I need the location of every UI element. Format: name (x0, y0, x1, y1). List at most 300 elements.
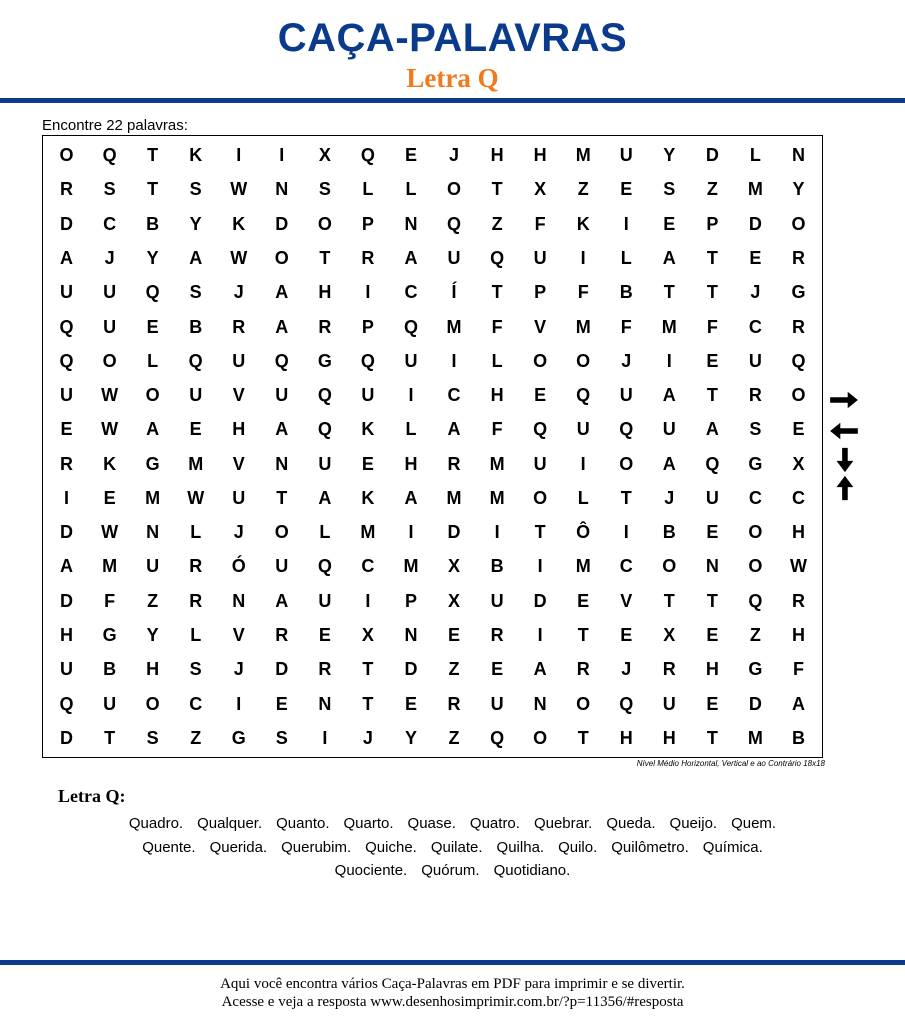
grid-cell[interactable]: M (489, 487, 505, 508)
grid-cell[interactable]: Y (792, 179, 805, 200)
grid-cell[interactable]: A (60, 247, 74, 268)
grid-cell[interactable]: J (750, 282, 761, 303)
grid-cell[interactable]: A (189, 247, 203, 268)
grid-cell[interactable]: L (491, 350, 503, 371)
grid-cell[interactable]: E (577, 590, 590, 611)
grid-cell[interactable]: R (791, 590, 805, 611)
grid-cell[interactable]: N (318, 693, 332, 714)
grid-cell[interactable]: U (576, 419, 590, 440)
grid-cell[interactable]: Q (360, 145, 375, 166)
grid-cell[interactable]: Z (448, 659, 460, 680)
grid-cell[interactable]: R (189, 556, 203, 577)
grid-cell[interactable]: O (576, 693, 591, 714)
grid-cell[interactable]: W (187, 487, 205, 508)
grid-cell[interactable]: A (318, 487, 332, 508)
grid-cell[interactable]: Q (317, 419, 332, 440)
grid-cell[interactable]: M (403, 556, 419, 577)
grid-cell[interactable]: C (447, 385, 461, 406)
grid-cell[interactable]: O (59, 145, 74, 166)
grid-cell[interactable]: E (146, 316, 159, 337)
grid-cell[interactable]: Q (145, 282, 160, 303)
grid-cell[interactable]: G (748, 453, 763, 474)
grid-cell[interactable]: E (103, 487, 116, 508)
grid-cell[interactable]: I (365, 590, 371, 611)
grid-cell[interactable]: A (60, 556, 74, 577)
grid-cell[interactable]: D (60, 590, 74, 611)
grid-cell[interactable]: O (102, 350, 117, 371)
grid-cell[interactable]: U (404, 350, 418, 371)
grid-cell[interactable]: R (447, 693, 461, 714)
grid-cell[interactable]: X (448, 590, 461, 611)
grid-cell[interactable]: Q (791, 350, 806, 371)
grid-cell[interactable]: E (792, 419, 805, 440)
grid-cell[interactable]: X (534, 179, 547, 200)
grid-cell[interactable]: H (791, 522, 805, 543)
grid-cell[interactable]: R (189, 590, 203, 611)
grid-cell[interactable]: D (748, 213, 762, 234)
grid-cell[interactable]: H (662, 727, 676, 748)
grid-cell[interactable]: T (663, 282, 675, 303)
grid-cell[interactable]: W (789, 556, 807, 577)
grid-cell[interactable]: O (447, 179, 462, 200)
grid-cell[interactable]: T (620, 487, 632, 508)
grid-cell[interactable]: D (705, 145, 719, 166)
grid-cell[interactable]: W (230, 179, 248, 200)
grid-cell[interactable]: U (318, 453, 332, 474)
grid-cell[interactable]: M (575, 316, 591, 337)
grid-cell[interactable]: O (145, 693, 160, 714)
grid-cell[interactable]: O (533, 727, 548, 748)
grid-cell[interactable]: S (275, 727, 288, 748)
grid-cell[interactable]: F (491, 316, 503, 337)
grid-cell[interactable]: H (490, 385, 504, 406)
grid-cell[interactable]: F (792, 659, 804, 680)
grid-cell[interactable]: A (404, 247, 418, 268)
grid-cell[interactable]: Q (490, 727, 505, 748)
grid-cell[interactable]: P (534, 282, 547, 303)
grid-cell[interactable]: U (103, 693, 117, 714)
grid-cell[interactable]: S (103, 179, 116, 200)
grid-cell[interactable]: Y (189, 213, 202, 234)
grid-cell[interactable]: E (749, 247, 762, 268)
grid-cell[interactable]: I (322, 727, 328, 748)
grid-cell[interactable]: B (189, 316, 203, 337)
grid-cell[interactable]: I (408, 522, 414, 543)
grid-cell[interactable]: U (60, 385, 74, 406)
grid-cell[interactable]: L (749, 145, 761, 166)
grid-cell[interactable]: E (534, 385, 547, 406)
grid-cell[interactable]: Q (274, 350, 289, 371)
grid-cell[interactable]: T (147, 179, 159, 200)
grid-cell[interactable]: W (101, 522, 119, 543)
grid-cell[interactable]: K (103, 453, 117, 474)
grid-cell[interactable]: O (619, 453, 634, 474)
grid-cell[interactable]: C (189, 693, 203, 714)
grid-cell[interactable]: G (231, 727, 246, 748)
grid-cell[interactable]: Z (749, 625, 761, 646)
grid-cell[interactable]: S (189, 179, 202, 200)
grid-cell[interactable]: I (279, 145, 285, 166)
grid-cell[interactable]: T (706, 247, 718, 268)
grid-cell[interactable]: C (748, 487, 762, 508)
grid-cell[interactable]: K (361, 487, 375, 508)
grid-cell[interactable]: I (623, 213, 629, 234)
grid-cell[interactable]: U (361, 385, 375, 406)
grid-cell[interactable]: M (575, 145, 591, 166)
grid-cell[interactable]: O (748, 522, 763, 543)
grid-cell[interactable]: T (706, 385, 718, 406)
grid-cell[interactable]: Y (663, 145, 676, 166)
grid-cell[interactable]: J (104, 247, 115, 268)
grid-cell[interactable]: M (747, 727, 763, 748)
grid-cell[interactable]: Z (147, 590, 159, 611)
grid-cell[interactable]: B (619, 282, 633, 303)
grid-cell[interactable]: T (362, 693, 374, 714)
grid-cell[interactable]: L (190, 625, 202, 646)
grid-cell[interactable]: O (317, 213, 332, 234)
grid-cell[interactable]: R (576, 659, 590, 680)
grid-cell[interactable]: U (189, 385, 203, 406)
grid-cell[interactable]: A (275, 316, 289, 337)
grid-cell[interactable]: I (451, 350, 457, 371)
grid-cell[interactable]: T (706, 590, 718, 611)
grid-cell[interactable]: U (533, 453, 547, 474)
grid-cell[interactable]: B (146, 213, 160, 234)
grid-cell[interactable]: H (404, 453, 418, 474)
grid-cell[interactable]: R (60, 453, 74, 474)
grid-cell[interactable]: O (145, 385, 160, 406)
grid-cell[interactable]: B (490, 556, 504, 577)
grid-cell[interactable]: E (60, 419, 73, 440)
grid-cell[interactable]: L (405, 179, 417, 200)
grid-cell[interactable]: A (275, 590, 289, 611)
grid-cell[interactable]: Y (146, 625, 159, 646)
grid-cell[interactable]: I (537, 556, 543, 577)
grid-cell[interactable]: E (275, 693, 288, 714)
grid-cell[interactable]: U (103, 316, 117, 337)
grid-cell[interactable]: H (60, 625, 74, 646)
grid-cell[interactable]: Y (146, 247, 159, 268)
grid-cell[interactable]: J (233, 522, 244, 543)
grid-cell[interactable]: P (404, 590, 417, 611)
grid-cell[interactable]: M (360, 522, 376, 543)
grid-cell[interactable]: R (60, 179, 74, 200)
grid-cell[interactable]: C (619, 556, 633, 577)
grid-cell[interactable]: N (232, 590, 246, 611)
grid-cell[interactable]: U (662, 419, 676, 440)
grid-cell[interactable]: M (188, 453, 204, 474)
grid-cell[interactable]: I (580, 453, 586, 474)
grid-cell[interactable]: U (275, 385, 289, 406)
grid-cell[interactable]: F (620, 316, 632, 337)
grid-cell[interactable]: R (791, 247, 805, 268)
grid-cell[interactable]: G (317, 350, 332, 371)
grid-cell[interactable]: E (706, 625, 719, 646)
grid-cell[interactable]: E (620, 625, 633, 646)
grid-cell[interactable]: U (103, 282, 117, 303)
grid-cell[interactable]: O (748, 556, 763, 577)
grid-cell[interactable]: U (447, 247, 461, 268)
grid-cell[interactable]: L (362, 179, 374, 200)
grid-cell[interactable]: E (663, 213, 676, 234)
grid-cell[interactable]: A (275, 419, 289, 440)
grid-cell[interactable]: A (791, 693, 805, 714)
grid-cell[interactable]: Z (706, 179, 718, 200)
grid-cell[interactable]: O (274, 522, 289, 543)
grid-cell[interactable]: Q (576, 385, 591, 406)
grid-cell[interactable]: H (232, 419, 246, 440)
grid-cell[interactable]: Q (360, 350, 375, 371)
grid-cell[interactable]: S (146, 727, 159, 748)
grid-cell[interactable]: E (706, 522, 719, 543)
grid-cell[interactable]: T (577, 625, 589, 646)
grid-cell[interactable]: N (533, 693, 547, 714)
grid-cell[interactable]: Q (748, 590, 763, 611)
grid-cell[interactable]: J (233, 282, 244, 303)
grid-cell[interactable]: Í (451, 282, 457, 303)
grid-cell[interactable]: U (490, 590, 504, 611)
grid-cell[interactable]: P (361, 213, 374, 234)
grid-cell[interactable]: O (791, 213, 806, 234)
grid-cell[interactable]: M (446, 316, 462, 337)
grid-cell[interactable]: H (533, 145, 547, 166)
grid-cell[interactable]: C (791, 487, 805, 508)
grid-cell[interactable]: I (494, 522, 500, 543)
grid-cell[interactable]: D (533, 590, 547, 611)
grid-cell[interactable]: E (706, 350, 719, 371)
grid-cell[interactable]: E (620, 179, 633, 200)
grid-cell[interactable]: L (319, 522, 331, 543)
grid-cell[interactable]: W (230, 247, 248, 268)
grid-cell[interactable]: Z (577, 179, 589, 200)
grid-cell[interactable]: S (663, 179, 676, 200)
grid-cell[interactable]: Q (102, 145, 117, 166)
grid-cell[interactable]: Q (533, 419, 548, 440)
grid-cell[interactable]: N (404, 213, 418, 234)
grid-cell[interactable]: A (662, 453, 676, 474)
grid-cell[interactable]: O (662, 556, 677, 577)
grid-cell[interactable]: O (533, 350, 548, 371)
grid-cell[interactable]: X (792, 453, 805, 474)
grid-cell[interactable]: L (147, 350, 159, 371)
grid-cell[interactable]: T (147, 145, 159, 166)
grid-cell[interactable]: E (491, 659, 504, 680)
grid-cell[interactable]: G (102, 625, 117, 646)
grid-cell[interactable]: P (706, 213, 719, 234)
grid-cell[interactable]: B (791, 727, 805, 748)
grid-cell[interactable]: J (362, 727, 373, 748)
grid-cell[interactable]: G (791, 282, 806, 303)
grid-cell[interactable]: X (663, 625, 676, 646)
grid-cell[interactable]: A (404, 487, 418, 508)
grid-cell[interactable]: Z (190, 727, 202, 748)
grid-cell[interactable]: M (575, 556, 591, 577)
grid-cell[interactable]: N (705, 556, 719, 577)
grid-cell[interactable]: Q (59, 693, 74, 714)
grid-cell[interactable]: O (533, 487, 548, 508)
grid-cell[interactable]: A (447, 419, 461, 440)
grid-cell[interactable]: S (189, 659, 202, 680)
grid-cell[interactable]: R (662, 659, 676, 680)
grid-cell[interactable]: U (662, 693, 676, 714)
grid-cell[interactable]: S (318, 179, 331, 200)
grid-cell[interactable]: U (533, 247, 547, 268)
grid-cell[interactable]: R (791, 316, 805, 337)
grid-cell[interactable]: L (577, 487, 589, 508)
grid-cell[interactable]: I (666, 350, 672, 371)
grid-cell[interactable]: U (705, 487, 719, 508)
grid-cell[interactable]: E (448, 625, 461, 646)
grid-cell[interactable]: Q (317, 556, 332, 577)
grid-cell[interactable]: X (318, 145, 331, 166)
grid-cell[interactable]: F (577, 282, 589, 303)
grid-cell[interactable]: Q (317, 385, 332, 406)
grid-cell[interactable]: K (232, 213, 246, 234)
grid-cell[interactable]: G (748, 659, 763, 680)
grid-cell[interactable]: T (534, 522, 546, 543)
grid-cell[interactable]: E (361, 453, 374, 474)
grid-cell[interactable]: I (236, 693, 242, 714)
grid-cell[interactable]: F (706, 316, 718, 337)
grid-cell[interactable]: E (404, 145, 417, 166)
grid-cell[interactable]: U (275, 556, 289, 577)
grid-cell[interactable]: R (490, 625, 504, 646)
grid-cell[interactable]: Ó (231, 556, 246, 577)
grid-cell[interactable]: Z (491, 213, 503, 234)
grid-cell[interactable]: M (446, 487, 462, 508)
grid-cell[interactable]: M (661, 316, 677, 337)
grid-cell[interactable]: R (748, 385, 762, 406)
grid-cell[interactable]: U (619, 145, 633, 166)
grid-cell[interactable]: H (705, 659, 719, 680)
grid-cell[interactable]: U (619, 385, 633, 406)
grid-cell[interactable]: S (749, 419, 762, 440)
grid-cell[interactable]: H (146, 659, 160, 680)
grid-cell[interactable]: N (404, 625, 418, 646)
grid-cell[interactable]: Q (705, 453, 720, 474)
grid-cell[interactable]: T (491, 282, 503, 303)
grid-cell[interactable]: A (275, 282, 289, 303)
grid-cell[interactable]: D (404, 659, 418, 680)
grid-cell[interactable]: N (275, 179, 289, 200)
grid-cell[interactable]: L (620, 247, 632, 268)
grid-cell[interactable]: U (232, 487, 246, 508)
grid-cell[interactable]: D (275, 659, 289, 680)
grid-cell[interactable]: E (706, 693, 719, 714)
grid-cell[interactable]: M (102, 556, 118, 577)
grid-cell[interactable]: E (404, 693, 417, 714)
grid-cell[interactable]: J (233, 659, 244, 680)
grid-cell[interactable]: C (748, 316, 762, 337)
grid-cell[interactable]: V (534, 316, 547, 337)
grid-cell[interactable]: K (361, 419, 375, 440)
grid-cell[interactable]: D (60, 213, 74, 234)
grid-cell[interactable]: X (361, 625, 374, 646)
grid-cell[interactable]: T (491, 179, 503, 200)
grid-cell[interactable]: X (448, 556, 461, 577)
grid-cell[interactable]: F (491, 419, 503, 440)
grid-cell[interactable]: R (361, 247, 375, 268)
grid-cell[interactable]: V (232, 625, 245, 646)
grid-cell[interactable]: N (791, 145, 805, 166)
grid-cell[interactable]: B (103, 659, 117, 680)
grid-cell[interactable]: M (747, 179, 763, 200)
grid-cell[interactable]: I (537, 625, 543, 646)
grid-cell[interactable]: L (405, 419, 417, 440)
grid-cell[interactable]: I (236, 145, 242, 166)
grid-cell[interactable]: N (275, 453, 289, 474)
grid-cell[interactable]: R (447, 453, 461, 474)
grid-cell[interactable]: Q (59, 316, 74, 337)
grid-cell[interactable]: M (145, 487, 161, 508)
grid-cell[interactable]: C (404, 282, 418, 303)
grid-cell[interactable]: R (232, 316, 246, 337)
grid-cell[interactable]: C (361, 556, 375, 577)
grid-cell[interactable]: I (623, 522, 629, 543)
grid-cell[interactable]: T (706, 282, 718, 303)
grid-cell[interactable]: Ô (576, 522, 591, 543)
grid-cell[interactable]: R (318, 316, 332, 337)
grid-cell[interactable]: C (103, 213, 117, 234)
grid-cell[interactable]: I (64, 487, 70, 508)
grid-cell[interactable]: R (318, 659, 332, 680)
grid-cell[interactable]: G (145, 453, 160, 474)
grid-cell[interactable]: P (361, 316, 374, 337)
grid-cell[interactable]: Q (619, 419, 634, 440)
grid-cell[interactable]: D (748, 693, 762, 714)
grid-cell[interactable]: V (232, 453, 245, 474)
grid-cell[interactable]: J (449, 145, 460, 166)
grid-cell[interactable]: J (664, 487, 675, 508)
grid-cell[interactable]: U (60, 659, 74, 680)
grid-cell[interactable]: Q (447, 213, 462, 234)
grid-cell[interactable]: Q (188, 350, 203, 371)
grid-cell[interactable]: Q (59, 350, 74, 371)
grid-cell[interactable]: J (621, 659, 632, 680)
grid-cell[interactable]: U (146, 556, 160, 577)
grid-cell[interactable]: A (662, 247, 676, 268)
grid-cell[interactable]: L (190, 522, 202, 543)
grid-cell[interactable]: T (577, 727, 589, 748)
grid-cell[interactable]: T (319, 247, 331, 268)
grid-cell[interactable]: I (408, 385, 414, 406)
grid-cell[interactable]: D (60, 522, 74, 543)
grid-cell[interactable]: Q (619, 693, 634, 714)
grid-cell[interactable]: E (318, 625, 331, 646)
grid-cell[interactable]: T (663, 590, 675, 611)
grid-cell[interactable]: D (60, 727, 74, 748)
grid-cell[interactable]: Y (404, 727, 417, 748)
grid-cell[interactable]: O (576, 350, 591, 371)
grid-cell[interactable]: V (620, 590, 633, 611)
grid-cell[interactable]: W (101, 385, 119, 406)
grid-cell[interactable]: I (580, 247, 586, 268)
grid-cell[interactable]: B (662, 522, 676, 543)
grid-cell[interactable]: K (576, 213, 590, 234)
grid-cell[interactable]: T (104, 727, 116, 748)
grid-cell[interactable]: N (146, 522, 160, 543)
grid-cell[interactable]: U (318, 590, 332, 611)
grid-cell[interactable]: S (189, 282, 202, 303)
grid-cell[interactable]: U (748, 350, 762, 371)
grid-cell[interactable]: T (276, 487, 288, 508)
grid-cell[interactable]: V (232, 385, 245, 406)
grid-cell[interactable]: U (490, 693, 504, 714)
grid-cell[interactable]: A (705, 419, 719, 440)
grid-cell[interactable]: T (706, 727, 718, 748)
grid-cell[interactable]: D (447, 522, 461, 543)
grid-cell[interactable]: Q (490, 247, 505, 268)
